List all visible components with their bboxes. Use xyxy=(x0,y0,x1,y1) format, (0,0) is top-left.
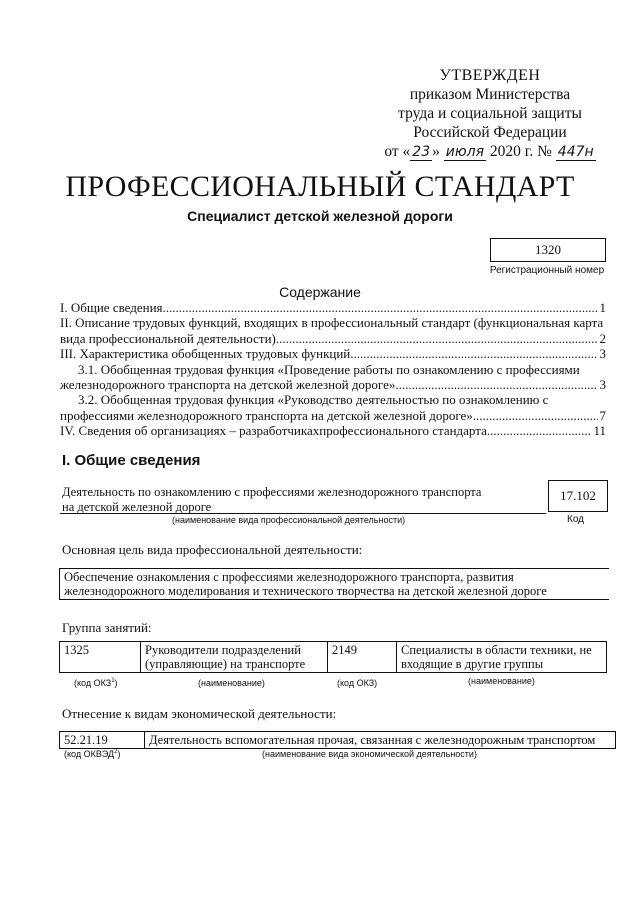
activity-caption: (наименование вида профессиональной деятельности) xyxy=(172,515,406,525)
table-row xyxy=(60,732,616,749)
toc-item[interactable]: II. Описание трудовых функций, входящих в профессиональный стандарт (функциональная карта вида профессиональной деятельности) ..... 2 xyxy=(60,315,606,346)
toc-item[interactable]: 3.1. Обобщенная трудовая функция «Проведение работы по ознакомлению с профессиями железнодорожного транспорта на детской железной дороге» ..... 3 xyxy=(60,362,606,393)
group-name-2: Специалисты в области техники, не входящие в другие группы xyxy=(397,642,607,673)
toc-item[interactable]: I. Общие сведения ..... 1 xyxy=(60,300,606,315)
table-of-contents xyxy=(60,300,606,439)
toc-item[interactable]: 3.2. Обобщенная трудовая функция «Руководство деятельностью по ознакомлению с профессиями железнодорожного транспорта на детской железной дороге» ..... 7 xyxy=(60,392,606,423)
document-title: ПРОФЕССИОНАЛЬНЫЙ СТАНДАРТ xyxy=(65,170,575,203)
date-day-close: » xyxy=(432,143,440,160)
okved-name: Деятельность вспомогательная прочая, связанная с железнодорожным транспортом xyxy=(145,732,616,749)
activity-name: Деятельность по ознакомлению с профессиями железнодорожного транспорта на детской железной дороге xyxy=(62,485,482,514)
order-number: 447н xyxy=(557,144,594,160)
activity-underline xyxy=(60,513,546,514)
occupation-group-table xyxy=(59,641,607,673)
toc-item[interactable]: IV. Сведения об организациях – разработчикахпрофессионального стандарта ..... 11 xyxy=(60,423,606,438)
approval-block xyxy=(370,66,610,161)
table-row xyxy=(60,642,607,673)
group-code-1: 1325 xyxy=(60,642,141,673)
okved-table xyxy=(59,731,616,749)
okz-caption-2: (код ОКЗ) xyxy=(337,678,378,688)
registration-number-box: 1320 xyxy=(490,238,606,262)
toc-title: Содержание xyxy=(279,284,361,300)
date-year: 2020 г. № xyxy=(489,143,552,160)
approval-line-3: Российской Федерации xyxy=(413,124,567,141)
date-prefix: от « xyxy=(384,143,411,160)
activity-code-box: 17.102 xyxy=(548,480,608,512)
section-title: I. Общие сведения xyxy=(62,452,201,469)
okved-name-caption: (наименование вида экономической деятельности) xyxy=(262,749,477,759)
goal-text: Обеспечение ознакомления с профессиями железнодорожного транспорта, развития железнодорожного моделирования и технического творчества на детской железной дороге xyxy=(64,570,547,598)
approval-date-line xyxy=(370,142,610,161)
name-caption-1: (наименование) xyxy=(198,678,265,688)
okved-label: Отнесение к видам экономической деятельности: xyxy=(62,706,337,721)
code-caption: Код xyxy=(567,514,585,525)
approval-title: УТВЕРЖДЕН xyxy=(439,67,541,84)
group-label: Группа занятий: xyxy=(62,620,152,635)
date-month: июля xyxy=(445,144,484,160)
date-day: 23 xyxy=(412,144,431,160)
okz-caption-1: (код ОКЗ$^1$) xyxy=(74,678,118,688)
toc-item[interactable]: III. Характеристика обобщенных трудовых функций ..... 3 xyxy=(60,346,606,361)
okved-code-caption: (код ОКВЭД$^2$) xyxy=(64,749,121,759)
approval-line-1: приказом Министерства xyxy=(409,86,571,103)
okved-code: 52.21.19 xyxy=(60,732,145,749)
name-caption-2: (наименование) xyxy=(468,676,535,686)
group-code-2: 2149 xyxy=(328,642,397,673)
group-name-1: Руководители подразделений (управляющие) на транспорте xyxy=(141,642,328,673)
goal-label: Основная цель вида профессиональной деятельности: xyxy=(62,542,363,557)
registration-number-label: Регистрационный номер xyxy=(489,265,605,276)
document-subtitle: Специалист детской железной дороги xyxy=(187,208,453,224)
approval-line-2: труда и социальной защиты xyxy=(398,105,582,122)
